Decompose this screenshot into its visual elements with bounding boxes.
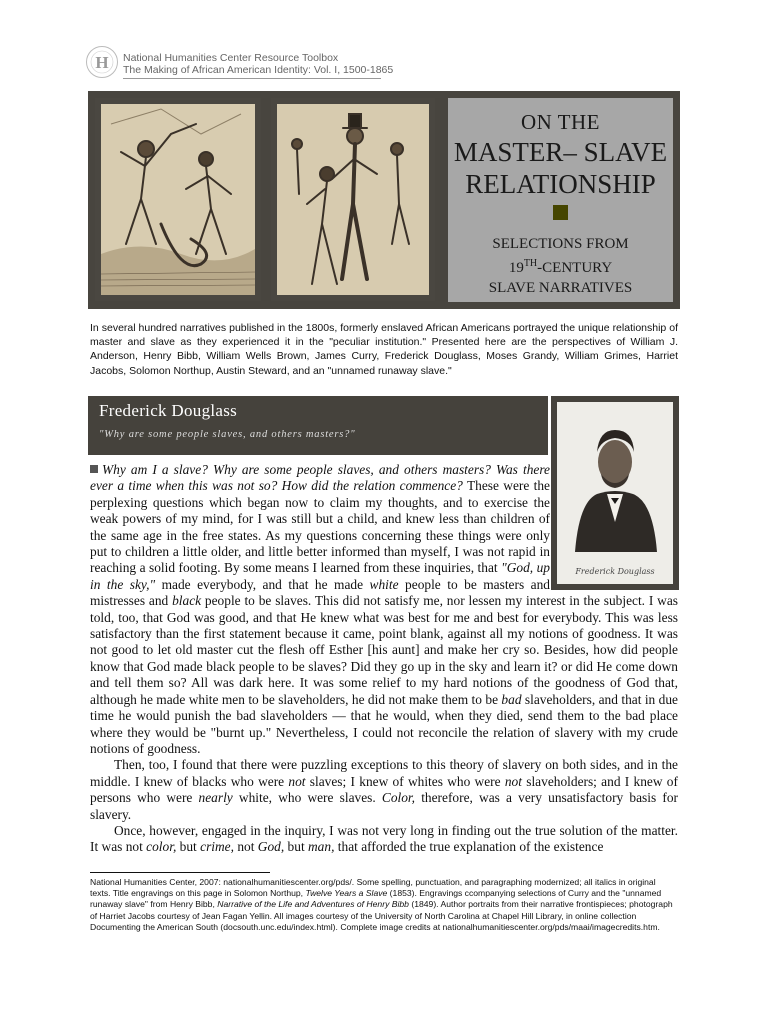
narrative-paragraph-1: Why am I a slave? Why are some people slaves, and others masters? Was there ever a time when this was not so? How did the relation commence? These were the perplexing questions which began now to claim my thoughts, and to exercise the weak powers of my mind, for I was still but a child, and knew less than children of the same age in the free states. As my questions concerning these things were only put to children a little older, and little better informed than myself, I was not rapid in reaching a solid footing. By some means I learned from these inquiries, that "God, up in the sky," made everybody, and that he made white people to be masters and mistresses and black people to be slaves. This did not satisfy me, nor lessen my interest in the subject. I was told, too, that God was good, and that He knew what was best for me and best for everybody. This was less satisfactory than the first statement because it came, point blank, against all my notions of goodness. It was not good to let old master cut the flesh off Esther [his aunt] and make her cry so. Besides, how did people know that God made black people to be slaves? Did they go up in the sky and learn it? or did He come down and tell them so? All was dark here. It was some relief to my hard notions of the goodness of God that, although he made white men to be slaveholders, he did not make them to be bad slaveholders, and that in due time he would punish the bad slaveholders — that he would, when they died, send them to the bad place where they would be "burnt up." Nevertheless, I could not reconcile the relation of slavery with my crude notions of goodness. (90, 462, 679, 756)
footnote-rule (90, 872, 270, 873)
title-box (448, 98, 673, 302)
title-subtitle (448, 234, 673, 298)
page-title (448, 136, 673, 200)
svg-text:H: H (95, 53, 109, 72)
narrative-paragraph-2: Then, too, I found that there were puzzling exceptions to this theory of slavery on both sides, and in the middle. I knew of blacks who were not slaves; I knew of whites who were not slaveholders; and I knew of persons who were nearly white, who were slaves. Color, therefore, was a very unsatisfactory basis for slavery. (90, 757, 678, 822)
intro-paragraph: In several hundred narratives published in the 1800s, formerly enslaved African Americans portrayed the unique relationship of master and slave as they experienced it in the "peculiar institution." Presented here are the perspectives of William J. Anderson, Henry Bibb, William Wells Brown, James Curry, Frederick Douglass, Moses Grandy, William Grimes, Harriet Jacobs, Solomon Northup, Austin Steward, and an "unnamed runaway slave." (90, 322, 678, 377)
narrative-text (90, 462, 678, 856)
header-line-1: National Humanities Center Resource Toolbox (123, 52, 339, 64)
portrait-signature: Frederick Douglass (575, 567, 655, 576)
page-header (85, 45, 394, 81)
engraving-auction-image (277, 104, 429, 295)
title-square-ornament (553, 205, 568, 220)
header-line-2: The Making of African American Identity: Vol. I, 1500-1865 (123, 64, 394, 76)
section-header (88, 396, 548, 455)
narrative-paragraph-3: Once, however, engaged in the inquiry, I was not very long in finding out the true solution of the matter. It was not color, but crime, not God, but man, that afforded the true explanation of the existence (90, 822, 678, 855)
title-main-line-2: RELATIONSHIP (465, 169, 656, 199)
title-banner (88, 91, 680, 309)
engraving-frame-right (271, 98, 435, 301)
subtitle-line-2: 19TH-CENTURY (508, 258, 613, 276)
section-subtitle: "Why are some people slaves, and others masters?" (99, 429, 356, 440)
engraving-whipping-image (101, 104, 255, 295)
nhc-logo-icon (85, 45, 119, 79)
engraving-frame-left (95, 98, 261, 301)
header-rule (123, 78, 381, 79)
section-title: Frederick Douglass (99, 401, 238, 420)
portrait-float-spacer (550, 462, 678, 584)
subtitle-line-3: SLAVE NARRATIVES (488, 280, 633, 296)
title-on: ON THE (520, 110, 601, 134)
square-bullet-icon (90, 465, 98, 473)
subtitle-line-1: SELECTIONS FROM (492, 236, 629, 252)
footnote: National Humanities Center, 2007: nationalhumanitiescenter.org/pds/. Some spelling, punctuation, and paragraphing modernized; all italics in original texts. Title engravings on this page in Solomon Northup, Twelve Years a Slave (1853). Engravings ccompanying selections of Curry and the "unnamed runaway slave" from Henry Bibb, Narrative of the Life and Adventures of Henry Bibb (1849). Author portraits from their narrative frontispieces; photograph of Harriet Jacobs courtesy of Jean Fagan Yellin. All images courtesy of the University of North Carolina at Chapel Hill Library, in online collection Documenting the American South (docsouth.unc.edu/index.html). Complete image credits at nationalhumanitiescenter.org/pds/maai/imagecredits.htm. (90, 877, 673, 932)
title-main-line-1: MASTER– SLAVE (453, 137, 668, 167)
